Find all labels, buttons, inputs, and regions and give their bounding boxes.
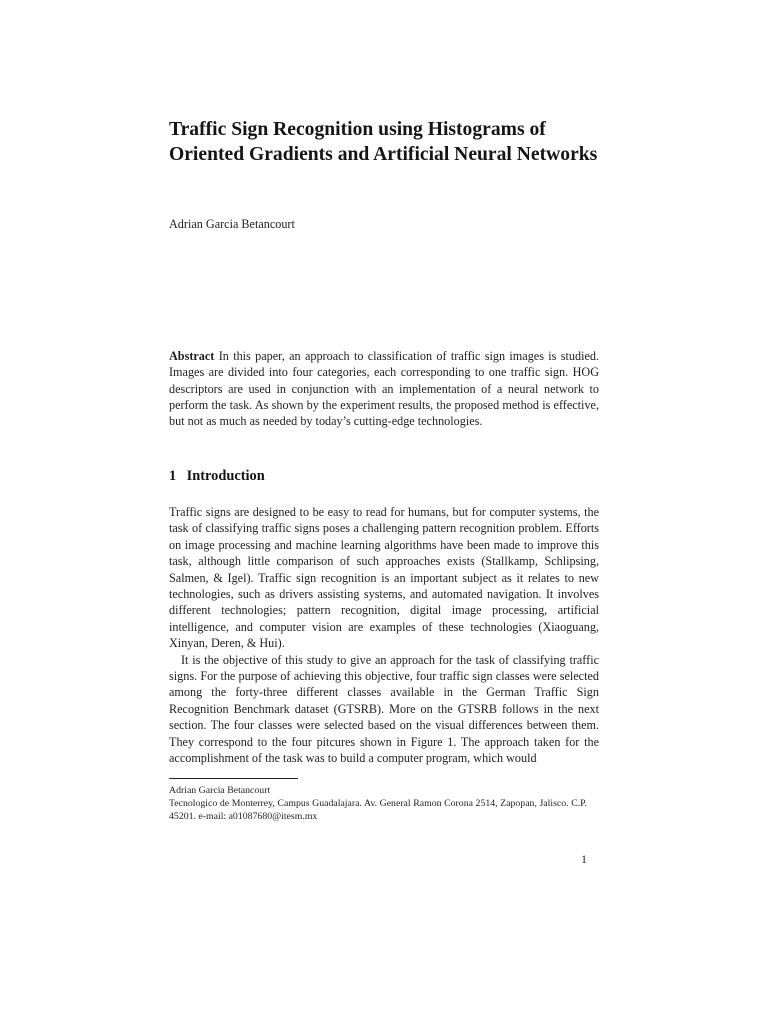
abstract-text: In this paper, an approach to classification of traffic sign images is studied. Images are divided into four categories, each corresponding to one traffic sign. HOG descriptors are used in conjunction with an implementation of a neural network to perform the task. As shown by the experiment results, the proposed method is effective, but not as much as needed by today’s cutting-edge technologies. <box>169 349 600 429</box>
abstract <box>169 348 599 429</box>
section-title: Introduction <box>186 468 265 484</box>
paper-title: Traffic Sign Recognition using Histograms of Oriented Gradients and Artificial Neural Networks <box>169 119 598 165</box>
section-number: 1 <box>169 468 177 484</box>
section-heading <box>169 467 265 485</box>
introduction-body <box>169 504 599 767</box>
footnote <box>169 784 587 824</box>
author-name: Adrian Garcia Betancourt <box>169 217 295 231</box>
page-number: 1 <box>581 852 587 866</box>
paragraph: Traffic signs are designed to be easy to read for humans, but for computer systems, the task of classifying traffic signs poses a challenging pattern recognition problem. Efforts on image processing and machine learning algorithms have been made to improve this task, although little comparison of such approaches exists (Stallkamp, Schlipsing, Salmen, & Igel). Traffic sign recognition is an important subject as it relates to new technologies, such as drivers assisting systems, and automated navigation. It involves different technologies; pattern recognition, digital image processing, artificial intelligence, and computer vision are examples of these technologies (Xiaoguang, Xinyan, Deren, & Hui). <box>169 505 599 651</box>
footnote-author: Adrian Garcia Betancourt <box>169 785 271 796</box>
footnote-affiliation: Tecnologico de Monterrey, Campus Guadalajara. Av. General Ramon Corona 2514, Zapopan, Jalisco. C.P. 45201. e-mail: a01087680@itesm.mx <box>169 798 587 823</box>
abstract-label: Abstract <box>169 349 215 363</box>
paragraph: It is the objective of this study to give an approach for the task of classifying traffic signs. For the purpose of achieving this objective, four traffic sign classes were selected among the forty-three different classes available in the German Traffic Sign Recognition Benchmark dataset (GTSRB). More on the GTSRB follows in the next section. The four classes were selected based on the visual differences between them. They correspond to the four pitcures shown in Figure 1. The approach taken for the accomplishment of the task was to build a computer program, which would <box>169 652 599 766</box>
footnote-divider <box>169 778 298 779</box>
